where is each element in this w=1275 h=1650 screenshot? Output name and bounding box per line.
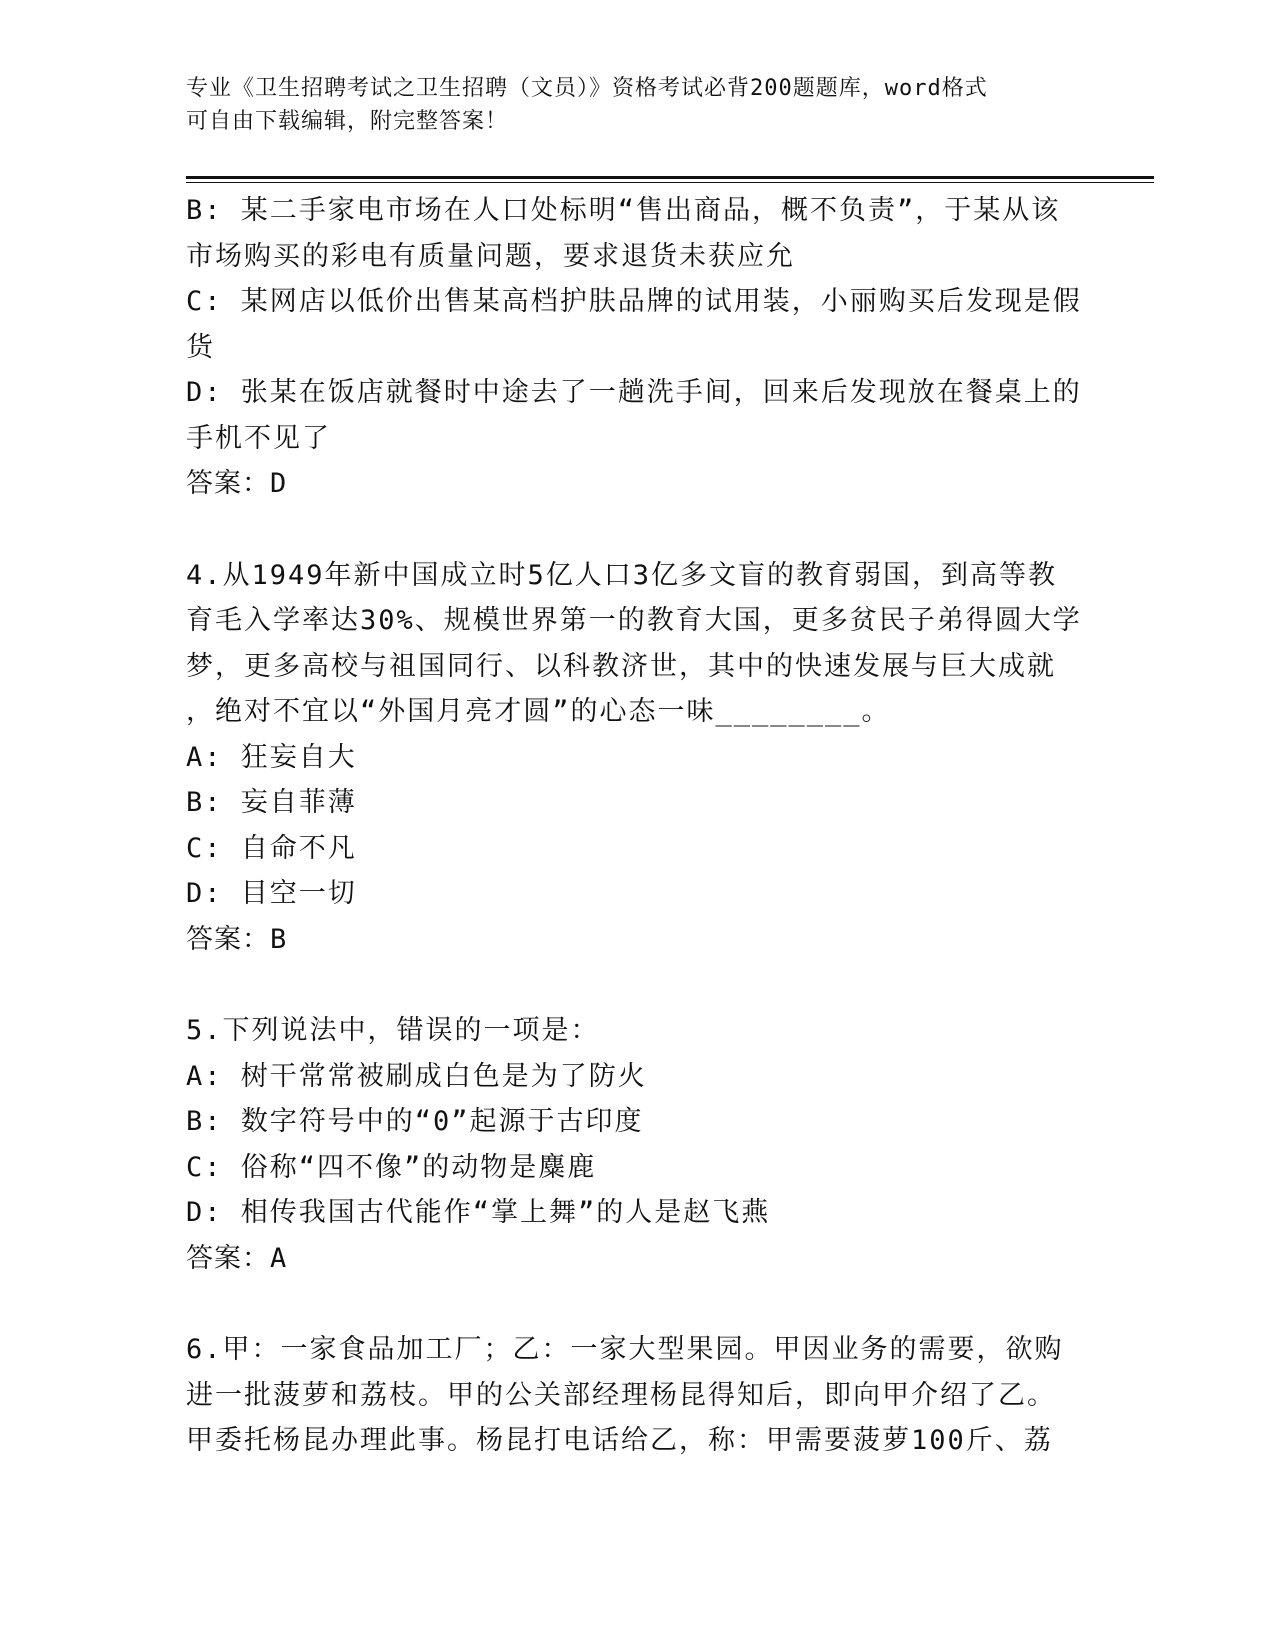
option-d-line: 手机不见了: [186, 422, 331, 454]
option-d: D: 目空一切: [186, 878, 357, 909]
option-c: C: 俗称“四不像”的动物是麋鹿: [186, 1151, 597, 1183]
question-stem-line: 梦，更多高校与祖国同行、以科教济世，其中的快速发展与巨大成就: [186, 650, 1056, 682]
answer-line: [186, 917, 1086, 963]
question-stem-line: 6.甲：一家食品加工厂；乙：一家大型果园。甲因业务的需要，欲购: [186, 1334, 1064, 1365]
answer-label: 答案：: [186, 923, 270, 955]
question-5: [186, 1008, 1086, 1281]
answer-line: [186, 461, 1086, 507]
question-3-tail: [186, 188, 1086, 507]
option-d-line: D: 张某在饭店就餐时中途去了一趟洗手间，回来后发现放在餐桌上的: [186, 377, 1082, 408]
question-spacer: [186, 1281, 1086, 1327]
option-c-line: 货: [186, 331, 215, 363]
option-a: A: 树干常常被刷成白色是为了防火: [186, 1060, 647, 1092]
question-stem-line: 甲委托杨昆办理此事。杨昆打电话给乙，称：甲需要菠萝100斤、荔: [186, 1425, 1053, 1456]
question-stem-line: 4.从1949年新中国成立时5亿人口3亿多文盲的教育弱国，到高等教: [186, 559, 1058, 591]
question-6: [186, 1327, 1086, 1464]
option-d: D: 相传我国古代能作“掌上舞”的人是赵飞燕: [186, 1197, 771, 1228]
answer-value: D: [270, 468, 288, 499]
header-line-1: 专业《卫生招聘考试之卫生招聘（文员）》资格考试必背200题题库，word格式: [186, 76, 988, 101]
question-spacer: [186, 962, 1086, 1008]
option-b: B: 数字符号中的“0”起源于古印度: [186, 1106, 644, 1137]
answer-value: B: [270, 923, 288, 955]
question-stem-line: 进一批菠萝和荔枝。甲的公关部经理杨昆得知后，即向甲介绍了乙。: [186, 1379, 1056, 1411]
option-b: B: 妄自菲薄: [186, 787, 357, 818]
header-divider-thin: [186, 182, 1154, 183]
option-c-line: C: 某网店以低价出售某高档护肤品牌的试用装，小丽购买后发现是假: [186, 286, 1082, 317]
document-header: [186, 72, 1066, 138]
question-stem-line: 5.下列说法中，错误的一项是：: [186, 1015, 600, 1046]
header-divider-thick: [186, 176, 1154, 179]
question-spacer: [186, 507, 1086, 553]
question-content: [186, 188, 1086, 1464]
answer-label: 答案：: [186, 468, 270, 499]
header-line-2: 可自由下载编辑，附完整答案！: [186, 109, 509, 134]
answer-label: 答案：: [186, 1242, 270, 1274]
option-b-line: 市场购买的彩电有质量问题，要求退货未获应允: [186, 240, 795, 272]
answer-value: A: [270, 1242, 288, 1274]
option-b-line: B: 某二手家电市场在人口处标明“售出商品，概不负责”，于某从该: [186, 195, 1061, 226]
question-4: [186, 553, 1086, 963]
option-a: A: 狂妄自大: [186, 741, 357, 773]
answer-line: [186, 1236, 1086, 1282]
question-stem-line: 育毛入学率达30%、规模世界第一的教育大国，更多贫民子弟得圆大学: [186, 605, 1082, 636]
question-stem-line: ，绝对不宜以“外国月亮才圆”的心态一味________。: [186, 696, 891, 727]
option-c: C: 自命不凡: [186, 832, 357, 864]
